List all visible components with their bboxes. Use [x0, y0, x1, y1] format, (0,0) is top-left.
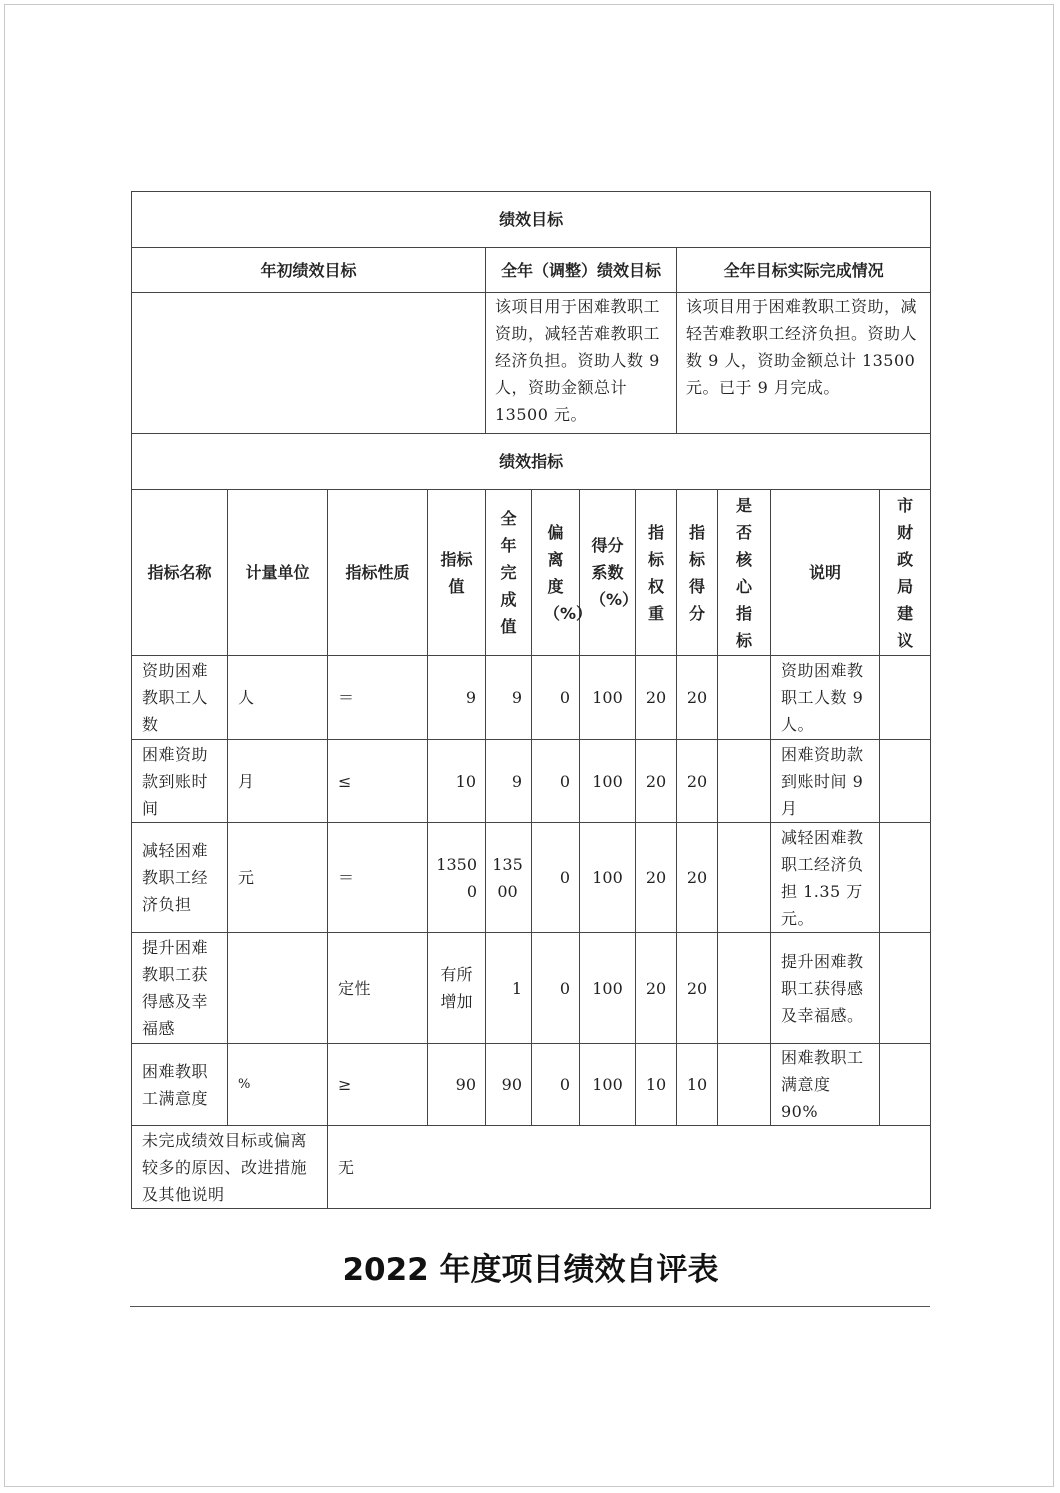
goals-section-row [132, 192, 931, 248]
row-nature: ＝ [328, 656, 428, 740]
row-score: 20 [677, 823, 718, 933]
row-coef: 100 [580, 740, 636, 823]
row-coef: 100 [580, 1044, 636, 1126]
row-core [718, 656, 771, 740]
document-title: 2022 年度项目绩效自评表 [342, 1252, 719, 1288]
row-advice [880, 933, 931, 1044]
row-name: 资助困难教职工人数 [132, 656, 228, 740]
row-actual: 9 [486, 740, 532, 823]
row-advice [880, 1044, 931, 1126]
footer-row [132, 1126, 931, 1209]
row-advice [880, 656, 931, 740]
row-weight: 20 [636, 656, 677, 740]
row-note: 困难资助款到账时间 9 月 [771, 740, 880, 823]
row-weight: 20 [636, 933, 677, 1044]
row-score: 20 [677, 656, 718, 740]
actual-goal-text: 该项目用于困难教职工资助，减轻苦难教职工经济负担。资助人数 9 人，资助金额总计 13500 元。已于 9 月完成。 [677, 293, 931, 434]
row-name: 困难教职工满意度 [132, 1044, 228, 1126]
col-header-name: 指标名称 [132, 490, 228, 656]
col-header-coef: 得分系数（%） [580, 490, 636, 656]
table-row [132, 823, 931, 933]
col-header-advice: 市财政局建议 [880, 490, 931, 656]
row-deviation: 0 [532, 823, 580, 933]
row-unit: 人 [228, 656, 328, 740]
table-row [132, 1044, 931, 1126]
row-target: 有所增加 [428, 933, 486, 1044]
row-coef: 100 [580, 933, 636, 1044]
col-header-nature: 指标性质 [328, 490, 428, 656]
row-actual: 90 [486, 1044, 532, 1126]
col-header-note: 说明 [771, 490, 880, 656]
row-nature: ≤ [328, 740, 428, 823]
goal-header-row [132, 248, 931, 293]
row-advice [880, 823, 931, 933]
row-coef: 100 [580, 823, 636, 933]
col-header-deviation: 偏离度（%） [532, 490, 580, 656]
footer-value: 无 [328, 1126, 931, 1209]
row-score: 10 [677, 1044, 718, 1126]
row-deviation: 0 [532, 740, 580, 823]
row-unit: 元 [228, 823, 328, 933]
row-weight: 20 [636, 740, 677, 823]
row-weight: 10 [636, 1044, 677, 1126]
indicators-section-row [132, 434, 931, 490]
row-target: 10 [428, 740, 486, 823]
adjusted-goal-text: 该项目用于困难教职工资助，减轻苦难教职工经济负担。资助人数 9 人，资助金额总计 13500 元。 [486, 293, 677, 434]
goal-content-row [132, 293, 931, 434]
indicator-header-row [132, 490, 931, 656]
row-note: 困难教职工满意度 90% [771, 1044, 880, 1126]
row-actual: 13500 [486, 823, 532, 933]
indicators-section-title: 绩效指标 [132, 434, 931, 490]
title-divider [130, 1306, 930, 1307]
col-header-core: 是否核心指标 [718, 490, 771, 656]
table-row [132, 740, 931, 823]
row-weight: 20 [636, 823, 677, 933]
row-deviation: 0 [532, 656, 580, 740]
adjusted-goal-header: 全年（调整）绩效目标 [486, 248, 677, 293]
row-name: 提升困难教职工获得感及幸福感 [132, 933, 228, 1044]
row-score: 20 [677, 933, 718, 1044]
table-row [132, 656, 931, 740]
row-core [718, 740, 771, 823]
col-header-actual: 全年完成值 [486, 490, 532, 656]
row-nature: ＝ [328, 823, 428, 933]
col-header-weight: 指标权重 [636, 490, 677, 656]
row-core [718, 823, 771, 933]
row-target: 90 [428, 1044, 486, 1126]
row-score: 20 [677, 740, 718, 823]
row-target: 13500 [428, 823, 486, 933]
row-actual: 1 [486, 933, 532, 1044]
row-unit: % [228, 1044, 328, 1126]
row-actual: 9 [486, 656, 532, 740]
col-header-target: 指标值 [428, 490, 486, 656]
row-nature: 定性 [328, 933, 428, 1044]
row-coef: 100 [580, 656, 636, 740]
row-nature: ≥ [328, 1044, 428, 1126]
row-note: 提升困难教职工获得感及幸福感。 [771, 933, 880, 1044]
footer-label: 未完成绩效目标或偏离较多的原因、改进措施及其他说明 [132, 1126, 328, 1209]
actual-goal-header: 全年目标实际完成情况 [677, 248, 931, 293]
row-deviation: 0 [532, 933, 580, 1044]
initial-goal-text [132, 293, 486, 434]
row-name: 困难资助款到账时间 [132, 740, 228, 823]
row-core [718, 1044, 771, 1126]
col-header-score: 指标得分 [677, 490, 718, 656]
row-deviation: 0 [532, 1044, 580, 1126]
row-core [718, 933, 771, 1044]
row-note: 减轻困难教职工经济负担 1.35 万元。 [771, 823, 880, 933]
row-target: 9 [428, 656, 486, 740]
row-note: 资助困难教职工人数 9 人。 [771, 656, 880, 740]
row-unit: 月 [228, 740, 328, 823]
table-row [132, 933, 931, 1044]
goals-section-title: 绩效目标 [132, 192, 931, 248]
performance-table [131, 191, 931, 1209]
col-header-unit: 计量单位 [228, 490, 328, 656]
row-unit [228, 933, 328, 1044]
row-advice [880, 740, 931, 823]
initial-goal-header: 年初绩效目标 [132, 248, 486, 293]
row-name: 减轻困难教职工经济负担 [132, 823, 228, 933]
